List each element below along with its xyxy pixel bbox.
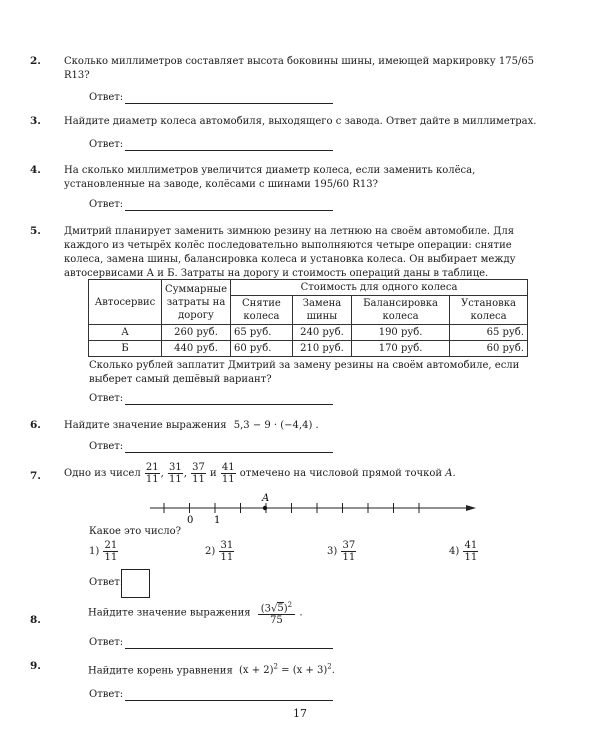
numerator: 37: [192, 462, 205, 473]
task-number: 3.: [30, 115, 41, 127]
denominator: 11: [464, 552, 478, 563]
answer-field-6[interactable]: [89, 440, 333, 453]
expression: 5,3 − 9 · (−4,4) .: [233, 420, 319, 431]
option-number: 2): [205, 546, 216, 557]
answer-line[interactable]: [125, 394, 333, 405]
answer-field-4[interactable]: [89, 198, 333, 211]
answer-label: Ответ:: [89, 393, 124, 404]
answer-line[interactable]: [125, 93, 333, 104]
table-cell: 260 руб.: [162, 325, 231, 341]
denominator: 11: [104, 552, 118, 563]
table-cell: 65 руб.: [231, 325, 293, 341]
punctuation: .: [331, 665, 335, 677]
task-text: На сколько миллиметров увеличится диаметр колеса, если заменить колёса, установленные на заводе, колёсами с шинами 195/60 R13?: [64, 165, 476, 190]
fraction: [221, 462, 236, 485]
task-number: 4.: [30, 164, 41, 176]
equation: [239, 665, 335, 676]
subheader-cell: Снятие колеса: [231, 296, 293, 325]
task-text: Одно из чисел: [64, 468, 141, 479]
answer-field-3[interactable]: [89, 138, 333, 151]
answer-label-7: [89, 576, 123, 589]
header-travel: Суммарные затраты на дорогу: [162, 280, 231, 325]
task-number: 9.: [30, 660, 41, 672]
page-number: 17: [293, 707, 307, 720]
punctuation: .: [299, 607, 303, 619]
radicand: 5: [277, 603, 284, 615]
fraction: [145, 462, 160, 485]
equation-lhs: (x + 2): [238, 665, 274, 677]
task-line: [64, 660, 544, 678]
subheader-cell: Замена шины: [292, 296, 351, 325]
table-cell: 60 руб.: [450, 341, 528, 357]
task-line: [64, 600, 544, 626]
task-7-question: [89, 525, 569, 539]
task-5-question: [89, 359, 529, 387]
header-service: Автосервис: [89, 280, 162, 325]
task-number: 8.: [30, 614, 41, 626]
answer-box[interactable]: [121, 569, 150, 598]
task-text: Найдите диаметр колеса автомобиля, выходящего с завода. Ответ дайте в миллиметрах.: [64, 116, 537, 127]
task-number: 7.: [30, 470, 41, 482]
answer-label: Ответ:: [89, 689, 124, 700]
point-a-label: A: [262, 493, 270, 504]
tick-label-0: 0: [187, 515, 194, 526]
task-number: 5.: [30, 225, 41, 237]
answer-field-9[interactable]: [89, 688, 333, 701]
table-header-row: [89, 280, 528, 296]
task-9: [30, 660, 544, 678]
exponent: 2: [287, 601, 293, 609]
option-3[interactable]: [327, 540, 357, 563]
task-text: Какое это число?: [89, 526, 182, 537]
task-8: [30, 600, 544, 627]
task-3: [30, 115, 544, 129]
separator: ,: [183, 468, 187, 479]
answer-field-8[interactable]: [89, 636, 333, 649]
table-cell: 210 руб.: [292, 341, 351, 357]
option-4[interactable]: [449, 540, 479, 563]
option-2[interactable]: [205, 540, 235, 563]
denominator: 11: [220, 552, 234, 563]
numerator: 31: [168, 462, 182, 473]
subheader-cell: Балансировка колеса: [352, 296, 450, 325]
table-cell: 170 руб.: [352, 341, 450, 357]
option-1[interactable]: [89, 540, 119, 563]
answer-label: Ответ:: [89, 139, 124, 150]
task-number: 2.: [30, 55, 41, 67]
exponent: 2: [273, 663, 278, 671]
answer-line[interactable]: [125, 200, 333, 211]
point-letter: A.: [445, 468, 456, 479]
numerator: 41: [464, 540, 478, 551]
denominator: 75: [270, 615, 283, 627]
answer-label: Ответ:: [89, 199, 124, 210]
table-cell: 190 руб.: [352, 325, 450, 341]
fraction: [219, 540, 234, 563]
table-cell: 240 руб.: [292, 325, 351, 341]
point-a-marker: [263, 506, 267, 510]
service-cost-table: [88, 279, 528, 357]
numerator: $(3√5)^2$: [258, 600, 295, 615]
task-text: Найдите значение выражения: [64, 420, 227, 431]
task-text: Сколько рублей заплатит Дмитрий за замену резины на своём автомобиле, если выберет самый дешёвый вариант?: [89, 360, 520, 385]
numerator: 37: [342, 540, 356, 551]
fraction: [168, 462, 183, 485]
answer-line[interactable]: [125, 690, 333, 701]
fraction: [341, 540, 356, 563]
numerator: 21: [145, 462, 159, 473]
table-cell: 440 руб.: [162, 341, 231, 357]
fraction: [103, 540, 118, 563]
coefficient: 3: [264, 603, 272, 615]
expression-fraction: [258, 600, 295, 626]
tick-label-1: 1: [214, 515, 221, 526]
denominator: 11: [342, 552, 356, 563]
option-number: 1): [89, 546, 100, 557]
equals-sign: =: [281, 665, 290, 677]
answer-label: Ответ:: [89, 92, 124, 103]
denominator: 11: [145, 474, 159, 485]
task-line: [64, 419, 544, 433]
separator: ,: [160, 468, 164, 479]
answer-label: Ответ:: [89, 637, 124, 648]
option-number: 4): [449, 546, 460, 557]
task-2: [30, 55, 544, 83]
numerator: 21: [104, 540, 118, 551]
axis-arrow: [466, 505, 476, 511]
table-row: [89, 325, 528, 341]
denominator: 11: [221, 474, 235, 485]
fraction: [191, 462, 206, 485]
table-cell: Б: [89, 341, 162, 357]
exponent: 2: [327, 663, 332, 671]
answer-label: Ответ:: [89, 441, 124, 452]
task-number: 6.: [30, 419, 41, 431]
table-cell: 60 руб.: [231, 341, 293, 357]
answer-label: Ответ:: [89, 577, 124, 588]
subheader-cell: Установка колеса: [450, 296, 528, 325]
task-text: отмечено на числовой прямой точкой: [239, 468, 443, 479]
table-row: [89, 341, 528, 357]
number-line: [150, 490, 480, 526]
table-cell: А: [89, 325, 162, 341]
denominator: 11: [168, 474, 182, 485]
task-text: Найдите корень уравнения: [88, 665, 233, 677]
task-line: [64, 462, 534, 485]
answer-line[interactable]: [125, 442, 333, 453]
answer-line[interactable]: [125, 638, 333, 649]
task-text: Сколько миллиметров составляет высота боковины шины, имеющей маркировку 175/65 R13?: [64, 56, 535, 81]
task-7: [30, 462, 534, 485]
answer-field-5[interactable]: [89, 392, 333, 405]
fraction: [463, 540, 478, 563]
task-text: Найдите значение выражения: [88, 607, 251, 619]
task-6: [30, 419, 544, 433]
numerator: 31: [220, 540, 234, 551]
task-text: Дмитрий планирует заменить зимнюю резину на летнюю на своём автомобиле. Для каждого из четырёх колёс последовательно выполняются четыре операции: снятие колеса, замена шины, балансировка колеса и установка колеса. Он выбирает между автосервисами А и Б. Затраты на дорогу и стоимость операций даны в таблице.: [64, 226, 516, 279]
answer-line[interactable]: [125, 140, 333, 151]
denominator: 11: [192, 474, 205, 485]
task-5: [30, 225, 544, 281]
numerator: 41: [221, 462, 235, 473]
option-number: 3): [327, 546, 338, 557]
header-group: Стоимость для одного колеса: [231, 280, 528, 296]
table-cell: 65 руб.: [450, 325, 528, 341]
separator: и: [210, 468, 217, 479]
equation-rhs: (x + 3): [292, 665, 328, 677]
task-4: [30, 164, 544, 192]
answer-field-2[interactable]: [89, 91, 333, 104]
